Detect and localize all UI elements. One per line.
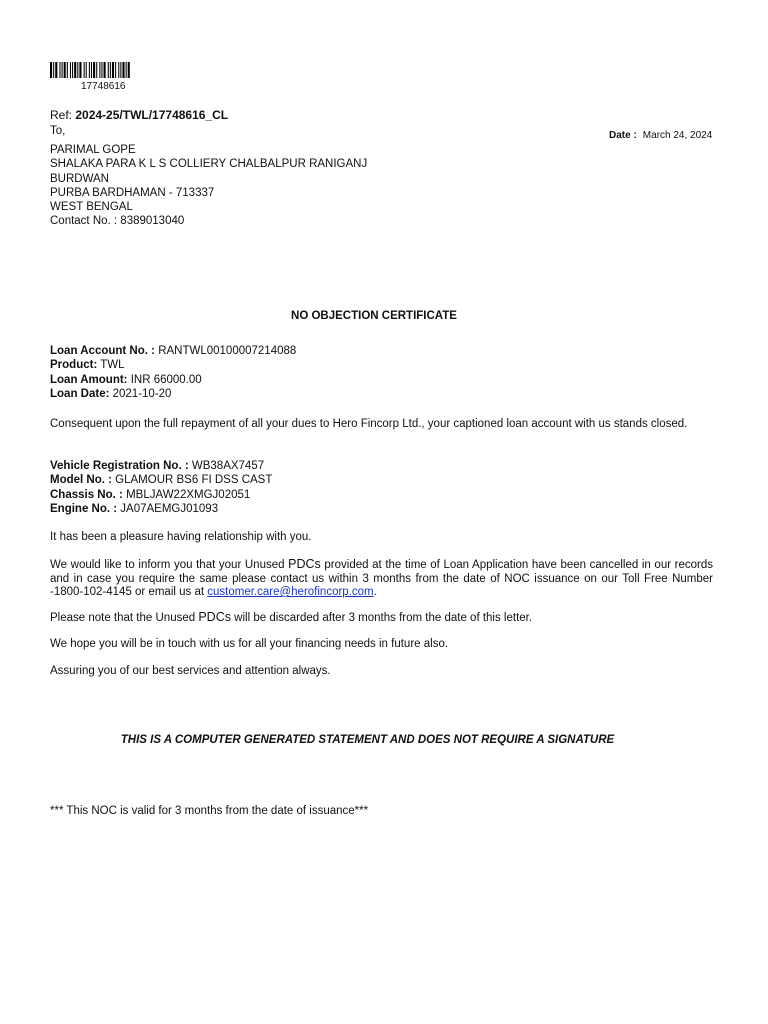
pdc-discard-paragraph bbox=[50, 611, 713, 626]
loan-detail-row bbox=[50, 387, 296, 401]
vehicle-detail-row bbox=[50, 502, 272, 516]
future-financing-paragraph: We hope you will be in touch with us for all your financing needs in future also. bbox=[50, 638, 449, 650]
relationship-paragraph: It has been a pleasure having relationship with you. bbox=[50, 531, 312, 543]
barcode-number: 17748616 bbox=[81, 81, 126, 92]
loan-detail-value: RANTWL00100007214088 bbox=[158, 345, 297, 357]
reference-line bbox=[50, 108, 228, 122]
vehicle-detail-label: Vehicle Registration No. : bbox=[50, 460, 189, 472]
reference-label: Ref: bbox=[50, 108, 73, 122]
recipient-address bbox=[50, 143, 367, 229]
pdc-term: PDCs bbox=[198, 610, 231, 624]
contact-number: Contact No. : 8389013040 bbox=[50, 215, 185, 228]
vehicle-detail-value: WB38AX7457 bbox=[191, 460, 265, 472]
paragraph-text: Please note that the Unused bbox=[50, 612, 199, 624]
validity-note: *** This NOC is valid for 3 months from the date of issuance*** bbox=[50, 805, 369, 817]
address-line: PURBA BARDHAMAN - 713337 bbox=[50, 186, 215, 199]
address-line: SHALAKA PARA K L S COLLIERY CHALBALPUR RANIGANJ bbox=[50, 158, 368, 171]
closure-paragraph: Consequent upon the full repayment of all your dues to Hero Fincorp Ltd., your captioned loan account with us stands closed. bbox=[50, 418, 688, 430]
vehicle-detail-value: GLAMOUR BS6 FI DSS CAST bbox=[115, 474, 273, 487]
loan-detail-label: Loan Date: bbox=[50, 387, 110, 400]
vehicle-detail-label: Chassis No. : bbox=[50, 488, 123, 501]
loan-detail-label: Loan Amount: bbox=[50, 373, 128, 386]
loan-detail-label: Product: bbox=[50, 359, 98, 372]
address-line: WEST BENGAL bbox=[50, 201, 133, 214]
date-label: Date : bbox=[609, 130, 637, 141]
loan-detail-value: INR 66000.00 bbox=[130, 373, 202, 386]
pdc-cancellation-paragraph bbox=[50, 558, 713, 600]
loan-detail-row bbox=[50, 344, 296, 358]
vehicle-detail-row bbox=[50, 473, 272, 487]
customer-care-email-link[interactable]: customer.care@herofincorp.com bbox=[207, 586, 374, 598]
loan-details bbox=[50, 344, 296, 401]
paragraph-text: provided at the time of Loan Application have been cancelled in our records and in case you require the same please contact us within 3 months from the date of NOC issuance on our Toll Free Number -1800-102-4145 or email us at bbox=[50, 559, 714, 598]
loan-detail-value: 2021-10-20 bbox=[112, 387, 172, 400]
pdc-term: PDCs bbox=[288, 557, 321, 571]
loan-detail-label: Loan Account No. : bbox=[50, 345, 155, 357]
vehicle-detail-label: Engine No. : bbox=[50, 502, 118, 515]
loan-detail-row bbox=[50, 373, 296, 387]
certificate-title: NO OBJECTION CERTIFICATE bbox=[291, 310, 457, 322]
loan-detail-value: TWL bbox=[100, 359, 125, 372]
paragraph-text: . bbox=[373, 586, 377, 598]
paragraph-text: will be discarded after 3 months from the date of this letter. bbox=[230, 612, 533, 624]
to-label: To, bbox=[50, 125, 66, 137]
reference-value: 2024-25/TWL/17748616_CL bbox=[75, 108, 229, 122]
recipient-name: PARIMAL GOPE bbox=[50, 144, 136, 156]
date-value: March 24, 2024 bbox=[642, 130, 713, 141]
vehicle-detail-value: MBLJAW22XMGJ02051 bbox=[126, 488, 251, 501]
assurance-paragraph: Assuring you of our best services and attention always. bbox=[50, 665, 331, 677]
paragraph-text: We would like to inform you that your Unused bbox=[50, 559, 289, 571]
date-line bbox=[609, 130, 712, 141]
vehicle-detail-value: JA07AEMGJ01093 bbox=[120, 502, 219, 515]
vehicle-detail-row bbox=[50, 459, 272, 473]
computer-generated-statement: THIS IS A COMPUTER GENERATED STATEMENT AND DOES NOT REQUIRE A SIGNATURE bbox=[120, 734, 615, 746]
loan-detail-row bbox=[50, 358, 296, 372]
vehicle-detail-row bbox=[50, 488, 272, 502]
vehicle-detail-label: Model No. : bbox=[50, 474, 112, 487]
address-line: BURDWAN bbox=[50, 172, 109, 185]
vehicle-details bbox=[50, 459, 272, 516]
barcode bbox=[50, 62, 176, 78]
